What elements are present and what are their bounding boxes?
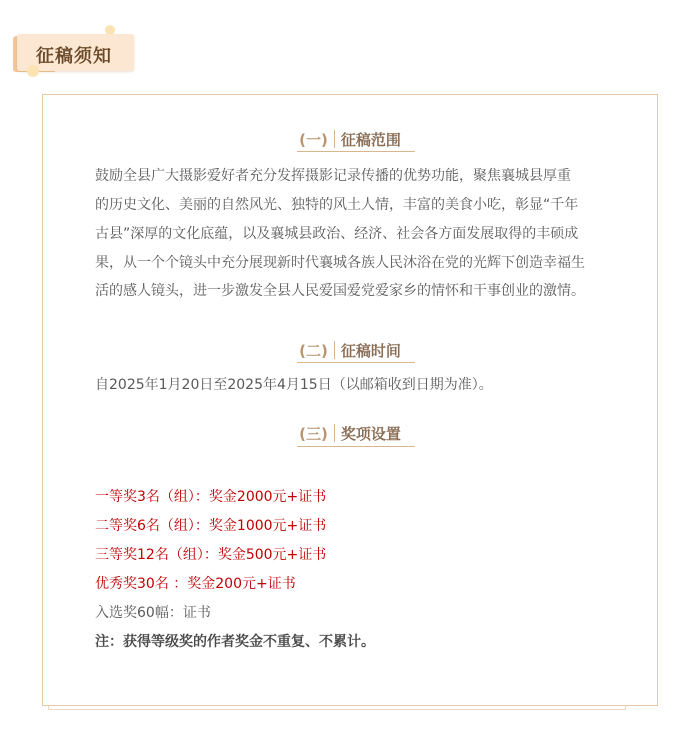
section-title: 奖项设置 (340, 425, 401, 443)
prize-note: 注：获得等级奖的作者奖金不重复、不累计。 (95, 634, 375, 650)
paragraph-line: 鼓励全县广大摄影爱好者充分发挥摄影记录传播的优势功能，聚焦襄城县厚重 (95, 168, 571, 184)
prize-third: 三等奖12名（组）：奖金500元+证书 (95, 547, 327, 563)
paragraph-line: 果，从一个个镜头中充分展现新时代襄城各族人民沐浴在党的光辉下创造幸福生 (95, 255, 585, 271)
prize-excellent: 优秀奖30名 ：奖金200元+证书 (95, 576, 296, 592)
heading-underline (297, 362, 415, 363)
section-title: 征稿时间 (340, 342, 401, 360)
section-title: 征稿范围 (340, 131, 401, 149)
section-number: (三) (299, 425, 328, 443)
section-heading-time (43, 340, 657, 361)
heading-underline (297, 446, 415, 447)
paragraph-line: 活的感人镜头，进一步激发全县人民爱国爱党爱家乡的情怀和干事创业的激情。 (95, 283, 585, 299)
section-number: (二) (299, 342, 328, 360)
prize-second: 二等奖6名（组）：奖金1000元+证书 (95, 518, 327, 534)
section-heading-scope (43, 129, 657, 150)
prize-first: 一等奖3名（组）：奖金2000元+证书 (95, 489, 327, 505)
content-box (42, 94, 658, 706)
paragraph-line: 的历史文化、美丽的自然风光、独特的风土人情，丰富的美食小吃，彰显“千年 (95, 197, 579, 213)
page-title: 征稿须知 (36, 46, 112, 67)
paragraph-line: 古县”深厚的文化底蕴，以及襄城县政治、经济、社会各方面发展取得的丰硕成 (95, 226, 579, 242)
prize-selected: 入选奖60幅：证书 (95, 605, 211, 621)
time-text: 自2025年1月20日至2025年4月15日（以邮箱收到日期为准）。 (95, 377, 493, 393)
section-heading-prizes (43, 423, 657, 444)
section-tag (0, 0, 200, 80)
section-number: (一) (299, 131, 328, 149)
heading-underline (297, 151, 415, 152)
